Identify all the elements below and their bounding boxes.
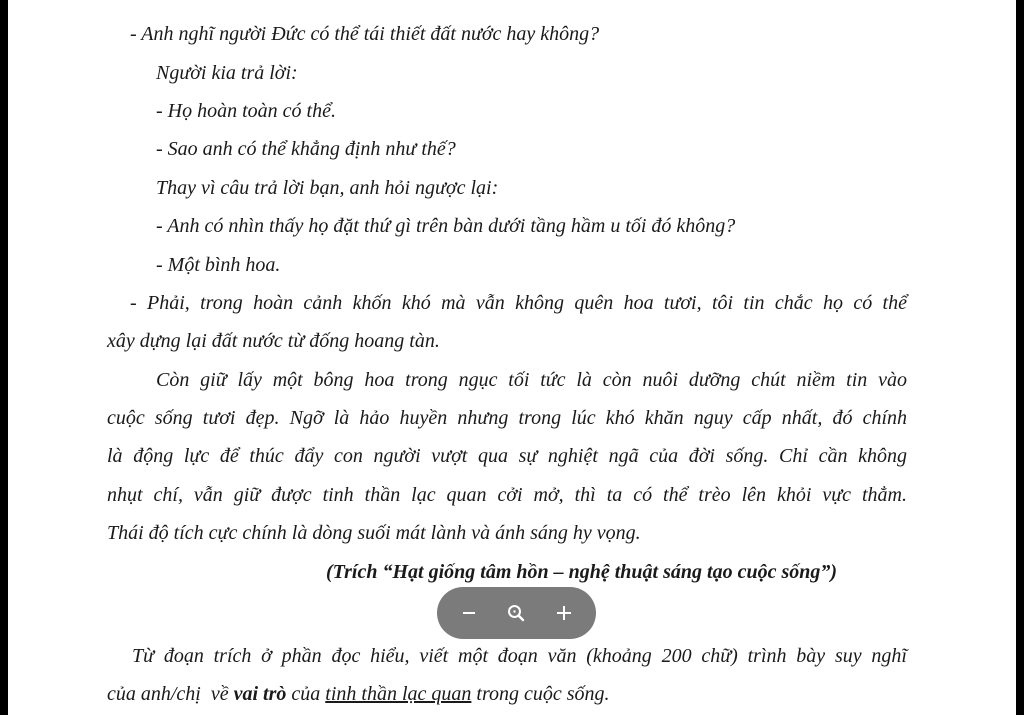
citation: (Trích “Hạt giống tâm hồn – nghệ thuật sáng tạo cuộc sống”) [326, 561, 838, 583]
task-text: trong cuộc sống. [471, 683, 610, 705]
minus-icon [461, 605, 477, 621]
magnifier-icon [506, 603, 526, 623]
text-line: nhụt chí, vẫn giữ được tinh thần lạc quan cởi mở, thì ta có thể trèo lên khỏi vực thẳm. [107, 484, 907, 506]
task-bold-phrase: vai trò [233, 683, 287, 705]
right-edge [1016, 0, 1024, 715]
text-line: - Anh nghĩ người Đức có thể tái thiết đất nước hay không? [130, 23, 600, 45]
text-line: Thái độ tích cực chính là dòng suối mát lành và ánh sáng hy vọng. [107, 522, 641, 544]
zoom-out-button[interactable] [449, 593, 489, 633]
zoom-toolbar [437, 587, 596, 639]
text-line: - Sao anh có thể khẳng định như thế? [156, 138, 456, 160]
text-line: - Một bình hoa. [156, 254, 281, 276]
zoom-in-button[interactable] [544, 593, 584, 633]
zoom-reset-button[interactable] [496, 593, 536, 633]
plus-icon [555, 604, 573, 622]
task-text: của anh/chị về [107, 683, 234, 705]
text-line: là động lực để thúc đẩy con người vượt qua sự nghiệt ngã của đời sống. Chỉ cần không [107, 445, 907, 467]
task-line-1: Từ đoạn trích ở phần đọc hiểu, viết một đoạn văn (khoảng 200 chữ) trình bày suy nghĩ [132, 645, 907, 667]
text-line: Còn giữ lấy một bông hoa trong ngục tối tức là còn nuôi dưỡng chút niềm tin vào [156, 369, 907, 391]
text-line: - Họ hoàn toàn có thể. [156, 100, 336, 122]
text-line: Người kia trả lời: [156, 62, 298, 84]
text-line: cuộc sống tươi đẹp. Ngỡ là hảo huyền nhưng trong lúc khó khăn nguy cấp nhất, đó chính [107, 407, 907, 429]
text-line: - Phải, trong hoàn cảnh khốn khó mà vẫn không quên hoa tươi, tôi tin chắc họ có thể [130, 292, 907, 314]
left-edge [0, 0, 8, 715]
task-line-2 [107, 682, 610, 706]
text-line: xây dựng lại đất nước từ đống hoang tàn. [107, 330, 440, 352]
text-line: Thay vì câu trả lời bạn, anh hỏi ngược lại: [156, 177, 499, 199]
task-underlined-phrase: tinh thần lạc quan [325, 683, 472, 705]
text-line: - Anh có nhìn thấy họ đặt thứ gì trên bàn dưới tầng hầm u tối đó không? [156, 215, 736, 237]
task-text: của [286, 683, 326, 705]
